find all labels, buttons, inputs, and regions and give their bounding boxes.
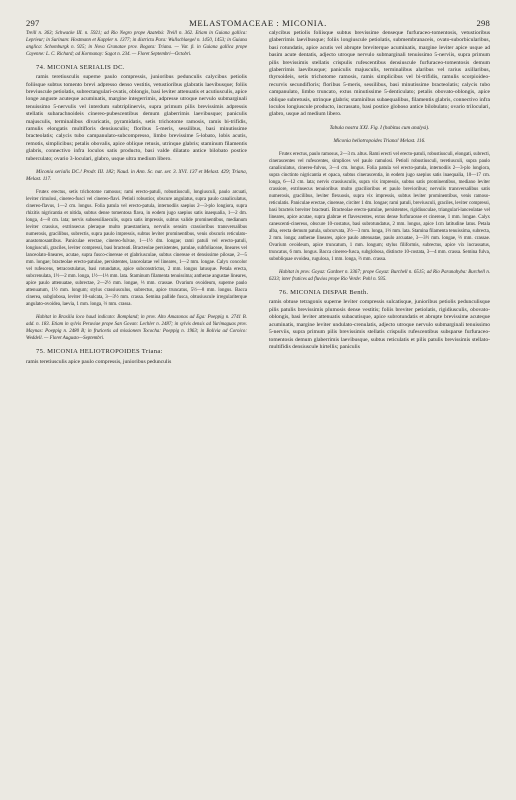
continued-habitat: Treill n. 363; Schwacke III. n. 5921; ad Rio Negro prope Azatebú: Treill n. 362. Etiam in Guiana gallica: Leprieur; in Surinam: Hostmann et Kappler n. 1377; in districtu Para: Wullschlaegel n. 1450, 1453; in Guiana anglica: Schomburgk n. 925; in Nova Granatae prov. Bogota: Triana. — Var. β. in Guiana gallica prope Cayenne: L. C. Richard; ad Kormanay: Sagot n. 234. — Floret Septembri—Octobri. <box>26 31 247 57</box>
species-citation-74: Miconia serialis DC.! Prodr. III. 182; Naud. in Ann. Sc. nat. ser. 3. XVI. 137 et Melast. 429; Triana, Melast. 117. <box>26 169 247 183</box>
species-description-74: Frutex erectus, setis trichotome ramosus; rami erecto-patuli, robustiusculi, longiusculi, paulo arcuati, leviter rimulosi, cinereo-fusci vel cinereo-flavi. Petioli robustior, obscure angulatus, supra paulo canaliculatus, cinereo-flavus, 1—2 cm. longus. Folia patula vel erecto-patula, internodiis saepius 2—3-plo longiora, supra rhizitis nigricantia et nitida, subtus dense tomentosa flava, in eodem jugo saepius satis inaequalia, 1—2 dm. longa, 4—8 cm. lata; nervis subsessiliaeculis, supra satis impressis, subtus valide prominentibus, medianum leviter crassius, extrinsecus pleraque multo praestantiora, nervulis sensim crassioribus transversalibus numerosis, gracilibus, subrectis, supra paulo impressis, subtus leviter prominentibus, venis obscuris reticulato-anastomosantibus. Paniculae erectae, cinereo-fulvae, 1—1½ dm. longae; rami patuli vel erecto-patuli, longiusculi, graciles, leviter compressi, basi bracteati. Bracteolae persistentes, patulae, subfoliaceae, lineares vel lanceolato-lineares, acutae, supra fusco-cinereae et glabriusculae, subtus cinereae et densissime pilosae, 2—5 mm. longae; bracteolae erecto-patulae, persistentes, lanceolatae vel lineares, 1—2 mm. longae. Calyx concolor vel rufescens, tetracostulatus, basi rotundatus, apice subconstrictus, 2 mm. longus latusque. Petala erecta, subcrenulata, 1½—2 mm. longa, 1½—1⅓ mm. lata. Staminum filamenta tenuissima; antherae angustae lineares, apice paulo attenuatae, subrectae, 2—2½ mm. longae, ⅓ mm. crassae. Ovarium ovoideum, superne paulo attenuatum, 1½ mm. longum; stylus crassiusculus, subrectus, apice truncatus, 5½—8 mm. longus. Bacca cinerea, subglobosa, leviter 10-sulcata, 3—3½ mm. crassa. Semina pallide fusca, obtusiuscule irregulariterque angulato-ovoidea, laevia, 1 mm. longa, ⅔ mm. crassa. <box>26 190 247 308</box>
species-heading-76: 76. MICONIA DISPAR Benth. <box>279 289 369 297</box>
right-page-number: 298 <box>476 18 490 28</box>
species-diagnosis-75-cont: calycibus petiolis foliisque subtus brevissime denseque furfuraceo-tomentosis, vetustioribus glaberrimis laevibusque; foliis longiuscule petiolatis, submembranaceis, ovato-suborbicularibus, basi rotundatis, apice acutis vel abrupte breviterque acuminatis, margine leviter apice usque ad basim acute dentatis, adjecto utroque nervulo submarginali tenuissimo 5-nerviis, supra primum pilis brevissimis stellatis crispulis rufescentibus densiuscule furfuraceo-tomentosis demum glaberrimis laevibusque; paniculis majusculis, terminalibus alaribus vel rarius axillaribus, thyrsoideis, setis trichotome ramosis, ramis simplicibus vel bi-trifidis, ramulis scorpioideo-recurvis secundifloris; floribus 5-meris, sessilibus, basi minutissime bracteolatis; calycis tubo campanulato, limbo truncato, extus minutissime 5-denticulato; petalis obovato-oblongis, apice oblique subretusis, utrinque glabris; staminibus subaequalibus, filamentis glabris, connectivo infra loculos longiuscule producto, incrassato, basi postice globoso antice bilobulato; ovario triloculari, glabro, usque ad medium libero. <box>269 30 490 118</box>
running-title: MELASTOMACEAE : MICONIA. <box>189 18 327 28</box>
species-description-75: Frutex erectus, paulo ramosus, 2—3 m. altus. Rami erecti vel erecto-patuli, robustiusculi, elongati, subrecti, cinerascentes vel rufescentes, simplices vel paulo ramulosi. Petioli robustiusculi, teretiusculi, supra paulo canaliculatus, cinereo-fulvus, 3—4 cm. longus. Folia patula vel erecto-patula, internodiis 2—3-plo longiora, supra cinctinto nigricantia et opaca, subtus cinerascentia, in eodem jugo saepius satis inaequalia, 10—17 cm. longa, 6—12 cm. lata; nervis crassiusculis, supra vix impressis, subtus satis prominentibus, mediano leviter crassiore, extrinsecus tenuioribus multo gracilioribus et paulo brevioribus; nervulis transversalibus satis numerosis, gracilibus, leviter flexuosis, supra vix impressis, subtus leviter prominentibus, venis ramoso-reticulatis. Paniculae erectae, cinereae, circiter 1 dm. longae; rami patuli, breviusculi, graciles, leviter compressi, basi bracteis breviter bracteati. Bracteolae erecto-patulae, persistentes, rigidiusculae, triangulari-lanceolatae vel lineares, apice acutae, supra glabrae et flavescentes, extus dense furfuraceae et cinereae, 1 mm. longae. Calyx canescenti-cinereus, obscure 10-costatus, basi subrotundatus, 2 mm. longus, apice 1cm latitudine latus. Petala alba, erecta demum patula, subcurvata, 3½—3 mm. longa, 1⅓ mm. lata. Stamina filamenta tenuissima, subrecta, 2 mm. longa; antherae lineares, apice paulo attenuatae, paulo arcuatae, 3—3½ mm. longae, ⅓ mm. crassae. Ovarium ovoideum, apice truncatum, 1 mm. longum; stylus filiformis, subrectus, apice vix incrassatus, truncatus, 6 mm. longus. Bacca cinereo-fusca, subglobosa, distincte 10-costata, 3—4 mm. crassa. Semina fulva, subobliquae ovoidea, rugulosa, 1 mm. longa, ⅔ mm. crassa. <box>269 152 490 263</box>
species-heading-74: 74. MICONIA SERIALIS DC. <box>36 64 125 71</box>
left-page-number: 297 <box>26 18 40 28</box>
right-column <box>269 30 490 782</box>
species-citation-75: Miconia heliotropoides Triana! Melast. 116. <box>333 138 426 145</box>
species-habitat-74: Habitat in Brasilia loco haud indicato: Bompland; in prov. Alto Amazonas ad Ega: Poeppig n. 2741 B. add. n. 183. Etiam in sylvis Peruviae prope San Govan: Lechler n. 2487; in sylvis densis ad Yurimaguas prov. Maynas: Poeppig n. 2480 B; in fruticetis ad missionem Tococha: Poeppig n. 1963; in Bolivia ad Coroico: Weddell. — Floret Augusto—Septembri. <box>26 315 247 342</box>
running-header <box>26 18 490 30</box>
species-diagnosis-74: ramis teretiusculis superne paulo compressis, junioribus pedunculis calycibus petiolis foliisque subtus tomento brevi adpresso denso vestitis, vetustioribus glabratis laevibusque; foliis breviuscule petiolatis, subrectangulari-ovatis, oblongis, basi leviter attenuatis et acutiusculis, apice longe anguste acuteque acuminatis, margine integerrimis, adpresse utroque nervulo submarginali tenuissimo 5-nervulis vel interdum subtriplinervis, supra primum pilis brevissimis adpressis stellatis subarachnoideis cinereo-pubescentibus demum glaberrimis laevibusque; paniculis majusculis, terminalibus divaricatis, pyramidatis, setis trichotome ramosis, ramis bi-trifidis, ramulis elongatis multifloris densiusculis; floribus 5-meris, sessilibus, basi minutissime bracteolatis; calycis tubo campanulato-subcompresso, limbo brevissime 5-lobato, lobis acutis, remotis, simplicibus; petalis obovalis, apice oblique retusis, utrinque glabris; staminum filamentis glabris, connectivo infra loculos satis producto, basi valde dilatato antice bilobato postice tuberculato; ovario 3-loculari, glabro, usque ultra medium libero. <box>26 74 247 162</box>
plate-reference: Tabula nostra XXI. Fig. I (habitus cum analysi). <box>329 124 430 131</box>
left-column <box>26 30 247 782</box>
species-diagnosis-75-start: ramis teretiusculis apice paulo compressis, junioribus pedunculis <box>26 358 172 365</box>
species-habitat-75: Habitat in prov. Goyaz: Gardner n. 3367; prope Goyaz: Burchell n. 6515; ad Rio Paranahyba: Burchell n. 6233; inter frutices ad fluvios prope Rio Verde: Pohl n. 935. <box>269 270 490 283</box>
species-heading-75: 75. MICONIA HELIOTROPOIDES Triana: <box>36 348 163 356</box>
species-diagnosis-76: ramis obtuse tetragonis superne leviter compressis sulcatisque, junioribus petiolis pedunculisque pilis patulis brevissimis plumosis dense vestitis; foliis breviter petiolatis, rigidiusculis, obovato-oblongis, basi leviter attenuatis subacutisque, apice subrotundatis et abrupte brevissime acuteque acuminatis, margine leviter undulato-crenulatis, adjecto utroque nervulo submarginali tenuissimo 5-nerviis, supra primum pilis brevissimis stellatis crispulis rufescentibus subsparse furfuraceo-tomentosis demum glaberrimis laevibusque, subtus reticulatis et pilis patulis brevissimis stellato-multifidis densiuscule hirtellis; paniculis <box>269 299 490 350</box>
